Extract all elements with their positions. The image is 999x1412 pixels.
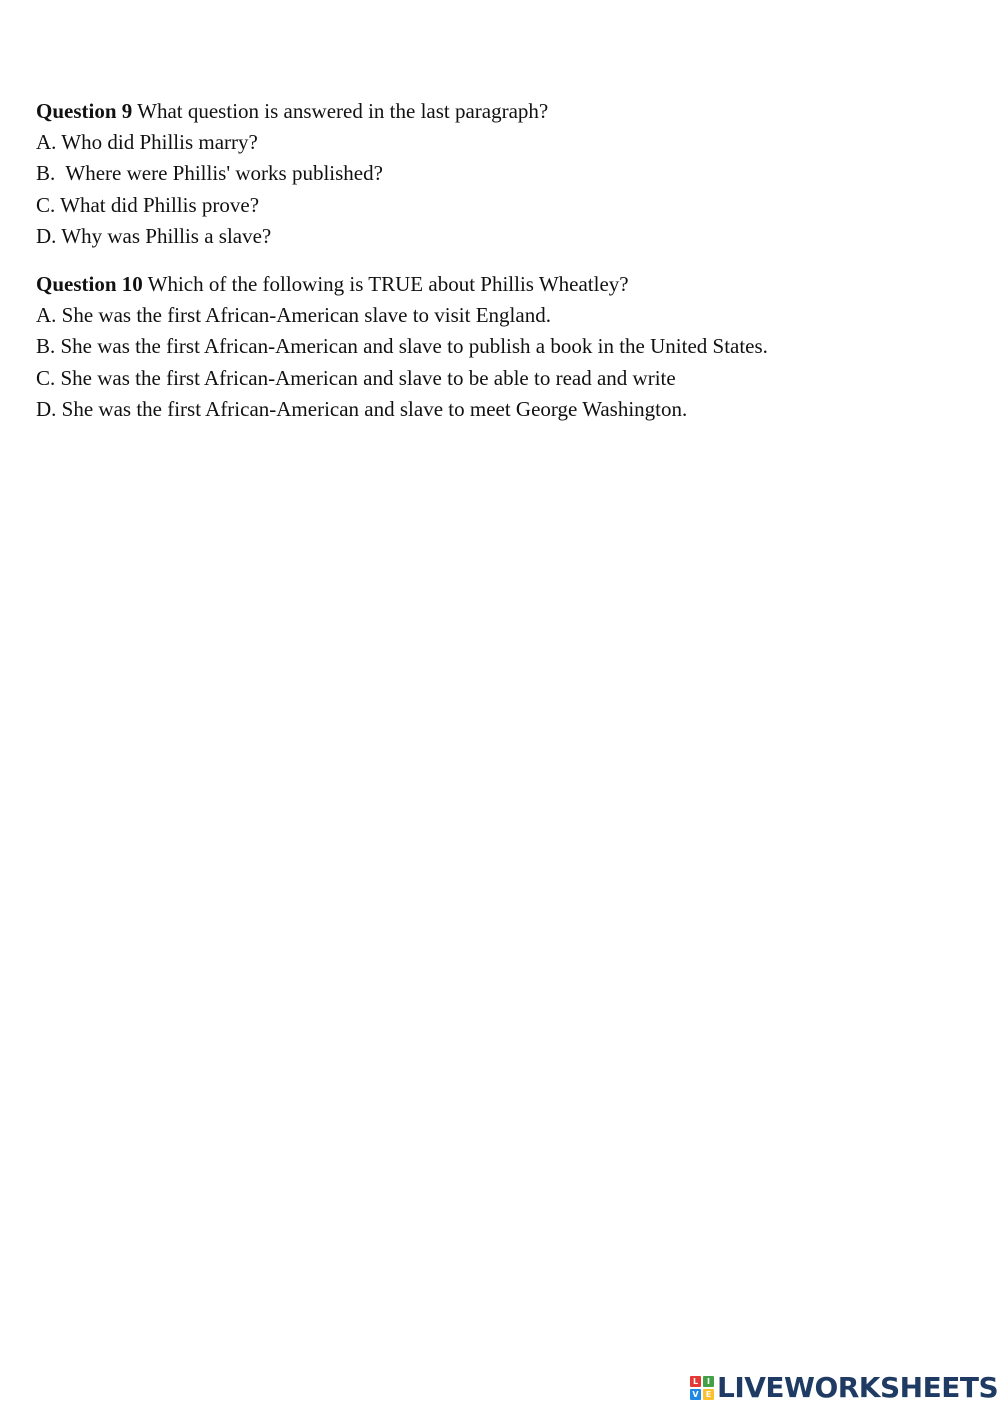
question-9-option-a: A. Who did Phillis marry? [36,130,258,155]
question-10-stem [36,269,966,300]
question-10-option-a: A. She was the first African-American slave to visit England. [36,303,551,328]
logo-tile-v: V [690,1389,701,1400]
logo-tile-i: I [703,1376,714,1387]
logo-tile-e: E [703,1389,714,1400]
logo-tile-l: L [690,1376,701,1387]
liveworksheets-logo-icon [690,1376,714,1400]
question-9-option-d: D. Why was Phillis a slave? [36,223,272,248]
liveworksheets-logo [690,1372,998,1404]
question-9-prompt: What question is answered in the last paragraph? [132,99,549,123]
question-10-option-d: D. She was the first African-American and slave to meet George Washington. [36,396,688,421]
liveworksheets-logo-text: LIVEWORKSHEETS [717,1371,999,1404]
question-10-label: Question 10 [36,272,143,296]
question-10-prompt: Which of the following is TRUE about Phillis Wheatley? [142,272,629,296]
question-9-label: Question 9 [36,99,133,123]
question-9-option-b: B. Where were Phillis' works published? [36,161,383,186]
question-10-option-c: C. She was the first African-American and slave to be able to read and write [36,365,676,390]
question-10 [36,269,966,425]
question-9-stem [36,96,966,127]
question-9 [36,96,966,252]
question-10-option-b: B. She was the first African-American and slave to publish a book in the United States. [36,334,768,359]
question-9-option-c: C. What did Phillis prove? [36,192,260,217]
